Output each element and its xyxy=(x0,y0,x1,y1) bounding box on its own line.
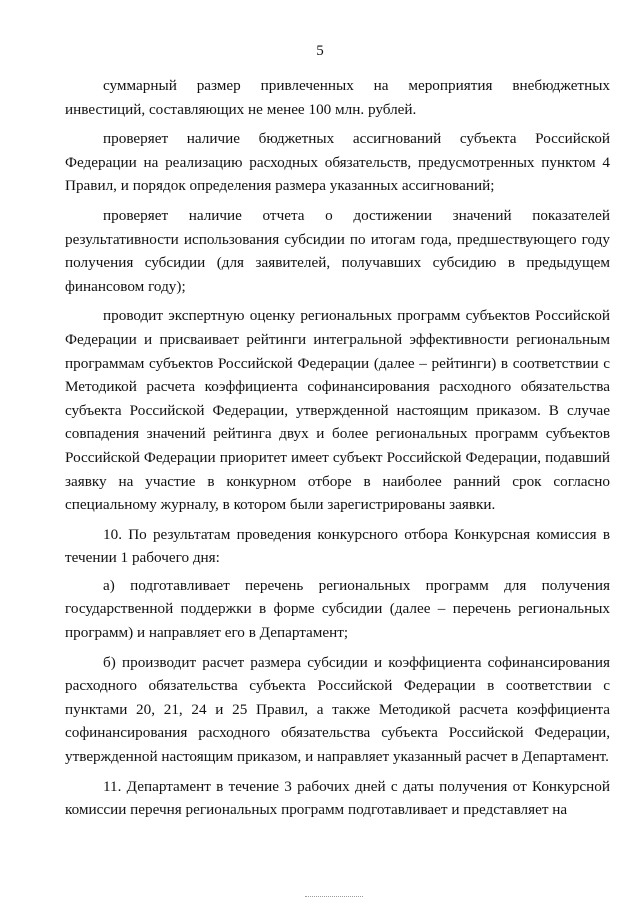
scan-artifact-line xyxy=(305,896,363,898)
paragraph-investment-size: суммарный размер привлеченных на мероприятия внебюджетных инвестиций, составляющих не менее 100 млн. рублей. xyxy=(65,77,610,118)
paragraph-budget-check: проверяет наличие бюджетных ассигнований субъекта Российской Федерации на реализацию расходных обязательств, предусмотренных пунктом 4 Правил, и порядок определения размера указанных ассигнований; xyxy=(65,130,610,195)
paragraph-item-10: 10. По результатам проведения конкурсного отбора Конкурсная комиссия в течении 1 рабочего дня: xyxy=(65,525,610,567)
document-body xyxy=(65,74,610,828)
paragraph-expert-rating: проводит экспертную оценку региональных программ субъектов Российской Федерации и присваивает рейтинги интегральной эффективности региональным программам субъектов Российской Федерации (далее – рейтинги) в соответствии с Методикой расчета коэффициента софинансирования расходного обязательства субъекта Российской Федерации, утвержденной настоящим приказом. В случае совпадения значений рейтинга двух и более региональных программ субъектов Российской Федерации приоритет имеет субъект Российской Федерации, подавший заявку на участие в конкурном отборе в наиболее ранний срок согласно специальному журналу, в котором были зарегистрированы заявки. xyxy=(65,307,610,514)
paragraph-report-check: проверяет наличие отчета о достижении значений показателей результативности использования субсидии по итогам года, предшествующего году получения субсидии (для заявителей, получавших субсидию в предыдущем финансовом году); xyxy=(65,206,610,295)
page-number: 5 xyxy=(316,43,324,59)
paragraph-item-11: 11. Департамент в течение 3 рабочих дней с даты получения от Конкурсной комиссии перечня региональных программ подготавливает и представляет на xyxy=(65,777,610,819)
paragraph-item-10b: б) производит расчет размера субсидии и коэффициента софинансирования расходного обязательства субъекта Российской Федерации в соответствии с пунктами 20, 21, 24 и 25 Правил, а также Методикой расчета коэффициента софинансирования расходного обязательства субъекта Российской Федерации, утвержденной настоящим приказом, и направляет указанный расчет в Департамент. xyxy=(65,653,610,766)
paragraph-item-10a: а) подготавливает перечень региональных программ для получения государственной поддержки в форме субсидии (далее – перечень региональных программ) и направляет его в Департамент; xyxy=(65,576,610,642)
